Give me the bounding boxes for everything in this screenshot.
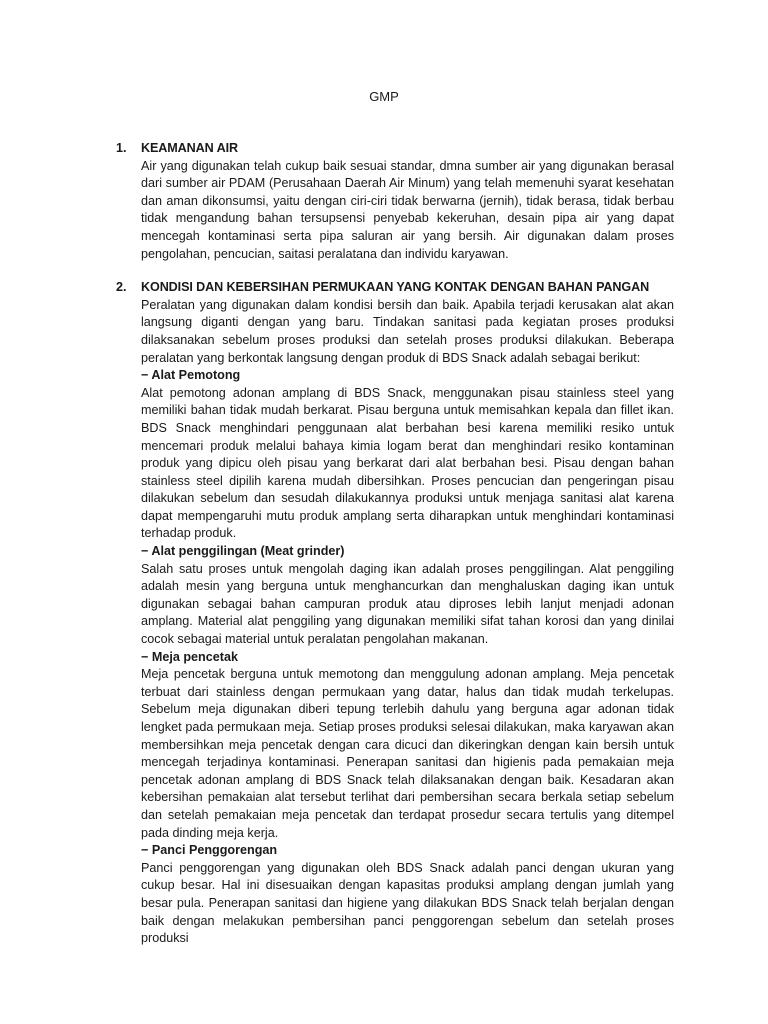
section-heading: KEAMANAN AIR — [141, 141, 238, 155]
subsection-heading-meja-pencetak: − Meja pencetak — [141, 649, 238, 664]
subsection-heading-alat-penggilingan: − Alat penggilingan (Meat grinder) — [141, 544, 345, 559]
section-intro: Peralatan yang digunakan dalam kondisi bersih dan baik. Apabila terjadi kerusakan alat akan langsung diganti dengan yang baru. Tindakan sanitasi pada kegiatan proses produksi dilaksanakan sebelum proses produksi dan setelah proses produksi dilakukan. Beberapa peralatan yang berkontak langsung dengan produk di BDS Snack adalah sebagai berikut: — [141, 297, 674, 365]
section-kondisi-kebersihan — [116, 279, 674, 948]
subsection-body-alat-penggilingan: Salah satu proses untuk mengolah daging ikan adalah proses penggilingan. Alat penggiling adalah mesin yang berguna untuk menghancurkan dan menghaluskan daging ikan untuk digunakan sebagai bahan campuran produk atau diproses lebih lanjut menjadi adonan amplang. Material alat penggiling yang digunakan memiliki sifat tahan korosi dan yang dinilai cocok sebagai material untuk peralatan pengolahan makanan. — [141, 561, 674, 647]
subsection-body-panci-penggorengan: Panci penggorengan yang digunakan oleh BDS Snack adalah panci dengan ukuran yang cukup besar. Hal ini disesuaikan dengan kapasitas produksi amplang dengan jumlah yang besar pula. Penerapan sanitasi dan higiene yang dilakukan BDS Snack telah berjalan dengan baik dengan melakukan pembersihan panci penggorengan sebelum dan setelah proses produksi — [141, 860, 674, 946]
section-body: Air yang digunakan telah cukup baik sesuai standar, dmna sumber air yang digunakan berasal dari sumber air PDAM (Perusahaan Daerah Air Minum) yang telah memenuhi syarat kesehatan dan aman dikonsumsi, yaitu dengan ciri-ciri tidak berwarna (jernih), tidak berasa, tidak berbau tidak mengandung bahan tersupsensi penyebab kekeruhan, desain pipa air yang dapat mencegah kontaminasi serta pipa saluran air yang bersih. Air digunakan dalam proses pengolahan, pencucian, saitasi peralatana dan individu karyawan. — [141, 158, 674, 261]
section-heading: KONDISI DAN KEBERSIHAN PERMUKAAN YANG KONTAK DENGAN BAHAN PANGAN — [141, 280, 650, 295]
document-title: GMP — [369, 89, 399, 104]
subsection-heading-panci-penggorengan: − Panci Penggorengan — [141, 843, 278, 858]
section-keamanan-air — [116, 140, 674, 263]
section-number: 2. — [116, 280, 127, 295]
subsection-body-alat-pemotong: Alat pemotong adonan amplang di BDS Snack, menggunakan pisau stainless steel yang memiliki bahan tidak mudah berkarat. Pisau berguna untuk memisahkan kepala dan fillet ikan. BDS Snack menghindari penggunaan alat berbahan besi karena memiliki resiko untuk mencemari produk melalui bahaya kimia logam berat dan menghindari resiko kontaminan produk yang dipicu oleh pisau yang berkarat dari alat berbahan besi. Pisau dengan bahan stainless steel dipilih karena mudah dibersihkan. Proses pencucian dan pengeringan pisau dilakukan sebelum dan sesudah dilakukannya produksi untuk menjaga sanitasi alat karena dapat mempengaruhi mutu produk amplang serta diharapkan untuk menghindari kontaminasi terhadap produk. — [141, 385, 674, 541]
subsection-body-meja-pencetak: Meja pencetak berguna untuk memotong dan menggulung adonan amplang. Meja pencetak terbuat dari stainless dengan permukaan yang datar, halus dan tidak mudah terkelupas. Sebelum meja digunakan diberi tepung terlebih dahulu yang berguna agar adonan tidak lengket pada permukaan meja. Setiap proses produksi selesai dilakukan, maka karyawan akan membersihkan meja pencetak dengan cara dicuci dan dikeringkan dengan kain bersih untuk mencegah terjadinya kontaminasi. Penerapan sanitasi dan higienis pada pemakaian meja pencetak adonan amplang di BDS Snack telah dilaksanakan dengan baik. Kesadaran akan kebersihan pemakaian alat tersebut terlihat dari pembersihan secara berkala setiap sebelum dan setelah pemakaian meja pencetak dan terdapat prosedur secara tertulis yang ditempel pada dinding meja kerja. — [141, 667, 674, 840]
subsection-heading-alat-pemotong: − Alat Pemotong — [141, 368, 241, 383]
section-number: 1. — [116, 141, 127, 155]
